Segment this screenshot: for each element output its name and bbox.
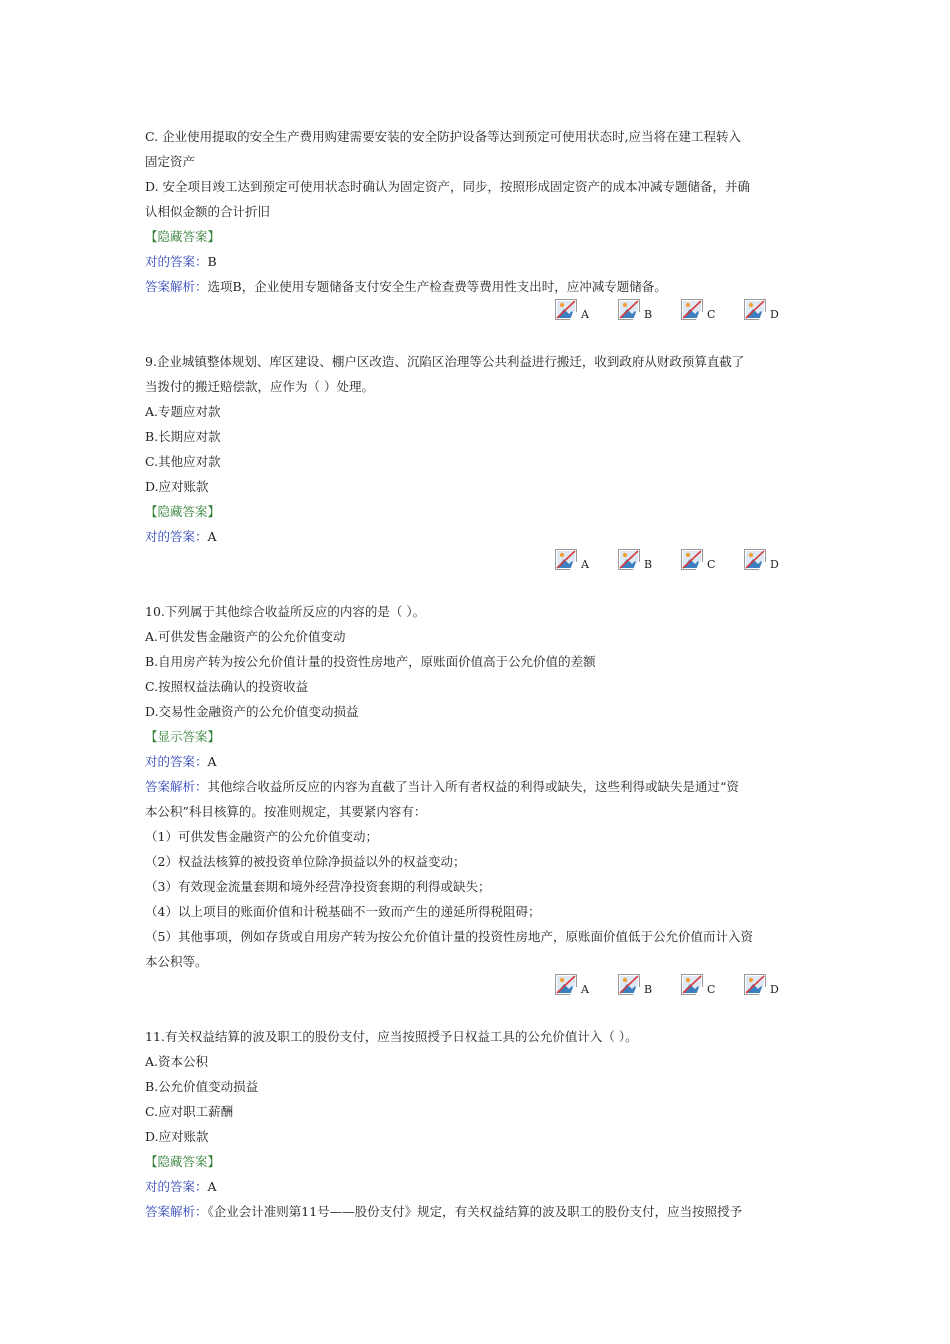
- answer-label: 对的答案：: [145, 529, 208, 544]
- answer-label: 对的答案：: [145, 254, 208, 269]
- answer-option-c-image[interactable]: [681, 974, 715, 996]
- image-option-label: A: [581, 308, 589, 321]
- q10-option-c: C.按照权益法确认的投资收益: [145, 679, 309, 694]
- q11-stem: 11.有关权益结算的波及职工的股份支付，应当按照授予日权益工具的公允价值计入（ ）。: [145, 1029, 638, 1044]
- q10-analysis-item-5-tail: 本公积等。: [145, 954, 208, 969]
- q9-toggle-answer-link[interactable]: 【隐藏答案】: [145, 504, 221, 519]
- analysis-label: 答案解析：: [145, 1204, 208, 1219]
- analysis-label: 答案解析：: [145, 779, 208, 794]
- answer-option-d-image[interactable]: [744, 974, 779, 996]
- image-option-label: B: [644, 558, 653, 571]
- answer-value: A: [207, 1179, 217, 1194]
- q8-option-d-line1: D. 安全项目竣工达到预定可使用状态时确认为固定资产，同步，按照形成固定资产的成本冲减专题储备，并确: [145, 179, 751, 194]
- image-option-label: A: [581, 983, 589, 996]
- answer-option-b-image[interactable]: [618, 974, 652, 996]
- q9-option-a: A.专题应对款: [145, 404, 221, 419]
- q10-analysis-line1: [145, 774, 805, 799]
- broken-image-icon: [744, 974, 768, 996]
- q11-option-d: D.应对账款: [145, 1129, 209, 1144]
- q10-correct-answer: [145, 749, 805, 774]
- broken-image-icon: [681, 549, 705, 571]
- answer-value: A: [207, 529, 217, 544]
- q10-analysis-item-4: （4）以上项目的账面价值和计税基础不一致而产生的递延所得税阻碍；: [145, 904, 541, 919]
- q9-stem-line2: 当拨付的搬迁赔偿款，应作为（ ）处理。: [145, 379, 374, 394]
- q8-answer-icons: [145, 299, 805, 324]
- q8-option-c-line1: C. 企业使用提取的安全生产费用购建需要安装的安全防护设备等达到预定可使用状态时,应当将在建工程转入: [145, 129, 742, 144]
- q10-option-d: D.交易性金融资产的公允价值变动损益: [145, 704, 359, 719]
- answer-option-b-image[interactable]: [618, 299, 652, 321]
- q8-option-c-line2: 固定资产: [145, 154, 196, 169]
- q10-stem: 10.下列属于其他综合收益所反应的内容的是（ ）。: [145, 604, 426, 619]
- answer-option-c-image[interactable]: [681, 549, 715, 571]
- broken-image-icon: [744, 299, 768, 321]
- broken-image-icon: [555, 299, 579, 321]
- q10-analysis-item-2: （2）权益法核算的被投资单位除净损益以外的权益变动；: [145, 854, 466, 869]
- answer-option-a-image[interactable]: [555, 974, 589, 996]
- q9-stem-line1: 9.企业城镇整体规划、库区建设、棚户区改造、沉陷区治理等公共利益进行搬迁，收到政府从财政预算直截了: [145, 354, 745, 369]
- broken-image-icon: [618, 974, 642, 996]
- q10-toggle-answer-link[interactable]: 【显示答案】: [145, 729, 221, 744]
- image-option-label: C: [707, 308, 716, 321]
- q10-option-b: B.自用房产转为按公允价值计量的投资性房地产，原账面价值高于公允价值的差额: [145, 654, 596, 669]
- q9-correct-answer: [145, 524, 805, 549]
- q9-option-b: B.长期应对款: [145, 429, 221, 444]
- broken-image-icon: [681, 974, 705, 996]
- answer-label: 对的答案：: [145, 754, 208, 769]
- q9-answer-icons: [145, 549, 805, 574]
- q10-analysis-item-3: （3）有效现金流量套期和境外经营净投资套期的利得或缺失；: [145, 879, 491, 894]
- q8-analysis: [145, 274, 805, 299]
- image-option-label: C: [707, 558, 716, 571]
- q10-analysis-item-5: （5）其他事项，例如存货或自用房产转为按公允价值计量的投资性房地产，原账面价值低于公允价值而计入资: [145, 929, 753, 944]
- answer-option-b-image[interactable]: [618, 549, 652, 571]
- broken-image-icon: [555, 974, 579, 996]
- q8-option-d-line2: 认相似金额的合计折旧: [145, 204, 271, 219]
- analysis-text: 《企业会计准则第11号——股份支付》规定，有关权益结算的波及职工的股份支付，应当按照授予: [207, 1204, 743, 1219]
- q11-analysis-line1: [145, 1199, 805, 1224]
- broken-image-icon: [681, 299, 705, 321]
- q10-analysis-item-1: （1）可供发售金融资产的公允价值变动；: [145, 829, 378, 844]
- q10-option-a: A.可供发售金融资产的公允价值变动: [145, 629, 346, 644]
- answer-option-a-image[interactable]: [555, 549, 589, 571]
- answer-value: A: [207, 754, 217, 769]
- image-option-label: D: [770, 983, 779, 996]
- q11-correct-answer: [145, 1174, 805, 1199]
- q11-option-a: A.资本公积: [145, 1054, 209, 1069]
- q8-correct-answer: [145, 249, 805, 274]
- q11-option-b: B.公允价值变动损益: [145, 1079, 259, 1094]
- answer-option-d-image[interactable]: [744, 549, 779, 571]
- image-option-label: A: [581, 558, 589, 571]
- broken-image-icon: [744, 549, 768, 571]
- analysis-text: 选项B，企业使用专题储备支付安全生产检查费等费用性支出时，应冲减专题储备。: [207, 279, 667, 294]
- answer-option-c-image[interactable]: [681, 299, 715, 321]
- q11-toggle-answer-link[interactable]: 【隐藏答案】: [145, 1154, 221, 1169]
- answer-option-d-image[interactable]: [744, 299, 779, 321]
- analysis-label: 答案解析：: [145, 279, 208, 294]
- q8-toggle-answer-link[interactable]: 【隐藏答案】: [145, 229, 221, 244]
- image-option-label: B: [644, 308, 653, 321]
- broken-image-icon: [618, 299, 642, 321]
- answer-option-a-image[interactable]: [555, 299, 589, 321]
- answer-label: 对的答案：: [145, 1179, 208, 1194]
- image-option-label: B: [644, 983, 653, 996]
- document-page: [145, 124, 805, 1224]
- answer-value: B: [207, 254, 217, 269]
- broken-image-icon: [555, 549, 579, 571]
- q9-option-d: D.应对账款: [145, 479, 209, 494]
- image-option-label: D: [770, 308, 779, 321]
- q9-option-c: C.其他应对款: [145, 454, 221, 469]
- image-option-label: D: [770, 558, 779, 571]
- q11-option-c: C.应对职工薪酬: [145, 1104, 234, 1119]
- analysis-text: 其他综合收益所反应的内容为直截了当计入所有者权益的利得或缺失，这些利得或缺失是通过“资: [207, 779, 739, 794]
- q10-answer-icons: [145, 974, 805, 999]
- broken-image-icon: [618, 549, 642, 571]
- q10-analysis-line2: 本公积”科目核算的。按准则规定，其要紧内容有：: [145, 804, 427, 819]
- image-option-label: C: [707, 983, 716, 996]
